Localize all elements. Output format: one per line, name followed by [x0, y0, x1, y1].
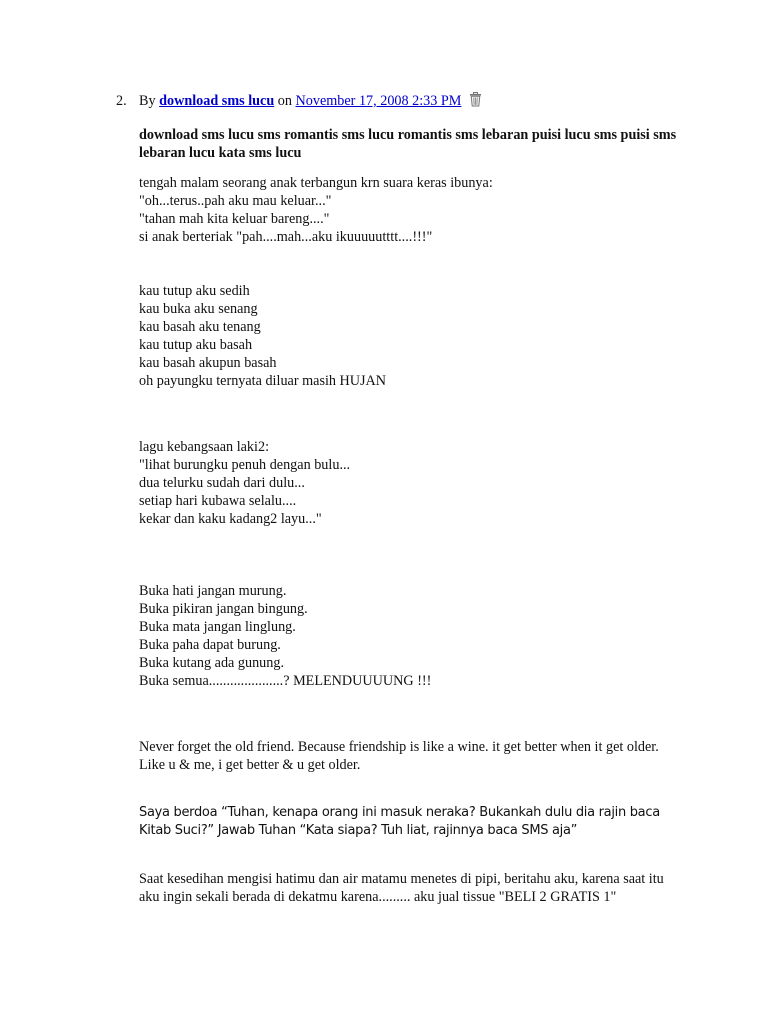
text-line: kekar dan kaku kadang2 layu..." — [139, 511, 322, 527]
author-link[interactable]: download sms lucu — [159, 93, 275, 109]
text-line: Buka kutang ada gunung. — [139, 655, 284, 671]
text-line: Buka pikiran jangan bingung. — [139, 601, 308, 617]
date-permalink[interactable]: November 17, 2008 2:33 PM — [295, 93, 462, 109]
text-line: "tahan mah kita keluar bareng...." — [139, 211, 330, 227]
text-line: "lihat burungku penuh dengan bulu... — [139, 457, 351, 473]
paragraph-1 — [139, 174, 679, 246]
text-line: "oh...terus..pah aku mau keluar..." — [139, 193, 332, 209]
text-line: kau buka aku senang — [139, 301, 258, 317]
comment-item — [116, 91, 677, 905]
comment-header — [116, 91, 676, 111]
paragraph-6: Saya berdoa “Tuhan, kenapa orang ini masuk neraka? Bukankah dulu dia rajin baca Kitab Suci?” Jawab Tuhan “Kata siapa? Tuh liat, rajinnya baca SMS aja” — [139, 805, 660, 838]
comment-body — [139, 126, 679, 906]
text-line: kau tutup aku basah — [139, 337, 253, 353]
comment-number: 2. — [116, 93, 127, 109]
on-label: on — [277, 93, 292, 109]
text-line: lagu kebangsaan laki2: — [139, 439, 270, 455]
paragraph-5: Never forget the old friend. Because friendship is like a wine. it get better when it get older. Like u & me, i get better & u get older. — [139, 739, 659, 773]
paragraph-4 — [139, 582, 679, 690]
by-label: By — [139, 93, 156, 109]
trash-icon[interactable] — [469, 92, 482, 113]
text-line: setiap hari kubawa selalu.... — [139, 493, 297, 509]
comment-title: download sms lucu sms romantis sms lucu romantis sms lebaran puisi lucu sms puisi sms lebaran lucu kata sms lucu — [139, 127, 677, 161]
text-line: dua telurku sudah dari dulu... — [139, 475, 305, 491]
text-line: kau basah aku tenang — [139, 319, 261, 335]
text-line: tengah malam seorang anak terbangun krn suara keras ibunya: — [139, 175, 493, 191]
text-line: kau tutup aku sedih — [139, 283, 250, 299]
text-line: si anak berteriak "pah....mah...aku ikuuuuutttt....!!!" — [139, 229, 433, 245]
text-line: Buka semua.....................? MELENDUUUUNG !!! — [139, 673, 432, 689]
paragraph-3 — [139, 438, 679, 528]
byline — [139, 91, 482, 113]
text-line: Buka hati jangan murung. — [139, 583, 287, 599]
text-line: oh payungku ternyata diluar masih HUJAN — [139, 373, 387, 389]
text-line: Buka mata jangan linglung. — [139, 619, 296, 635]
paragraph-2 — [139, 282, 679, 390]
text-line: Buka paha dapat burung. — [139, 637, 281, 653]
text-line: kau basah akupun basah — [139, 355, 277, 371]
paragraph-7: Saat kesedihan mengisi hatimu dan air matamu menetes di pipi, beritahu aku, karena saat itu aku ingin sekali berada di dekatmu karena......... aku jual tissue "BELI 2 GRATIS 1" — [139, 871, 664, 905]
